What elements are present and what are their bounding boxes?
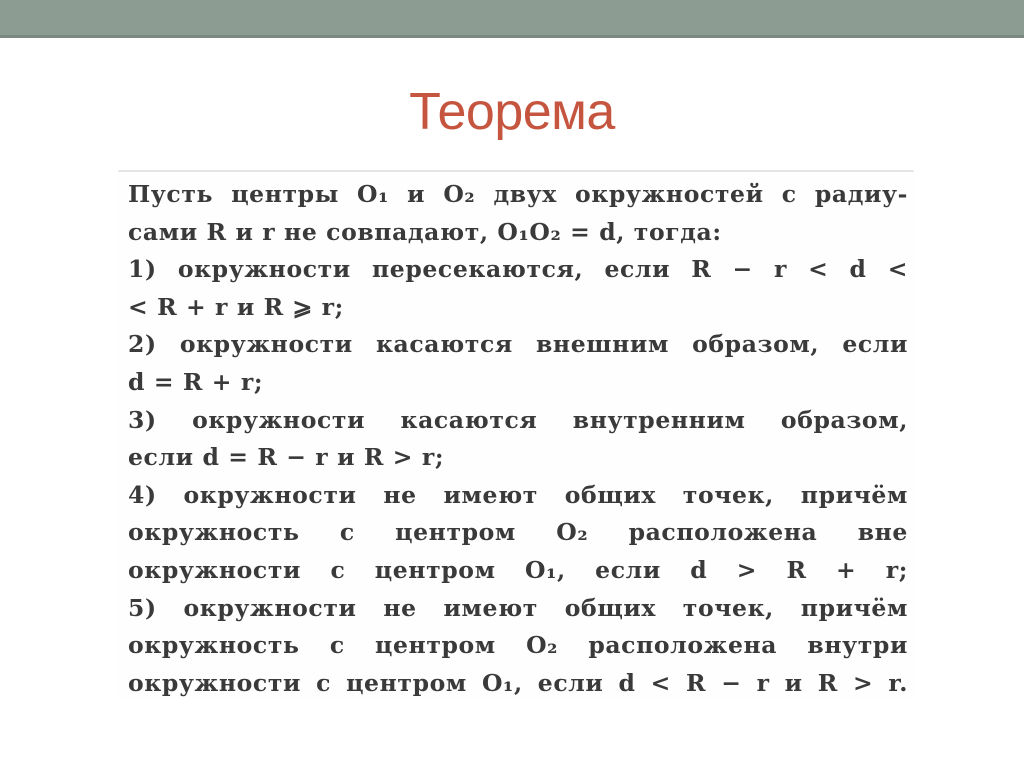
theorem-line: окружность с центром O₂ расположена внутри — [128, 631, 908, 660]
theorem-line: сами R и r не совпадают, O₁O₂ = d, тогда: — [128, 217, 722, 246]
theorem-line: 3) окружности касаются внутренним образом, — [128, 405, 908, 434]
theorem-line: окружность с центром O₂ расположена вне — [128, 518, 908, 547]
top-bar — [0, 0, 1024, 38]
theorem-line: 4) окружности не имеют общих точек, причём — [128, 480, 908, 509]
theorem-image — [118, 170, 914, 698]
theorem-line: 2) окружности касаются внешним образом, если — [128, 330, 908, 359]
theorem-frame-line — [118, 170, 914, 172]
theorem-line: Пусть центры O₁ и O₂ двух окружностей с радиу- — [128, 180, 908, 208]
theorem-line: 1) окружности пересекаются, если R − r < d < — [128, 255, 908, 284]
theorem-line: < R + r и R ⩾ r; — [128, 292, 344, 321]
theorem-line: 5) окружности не имеют общих точек, причём — [128, 593, 908, 622]
theorem-text — [128, 176, 908, 702]
slide-title: Теорема — [409, 83, 615, 141]
theorem-line: d = R + r; — [128, 367, 264, 396]
theorem-line: окружности с центром O₁, если d < R − r и R > r. — [128, 668, 908, 697]
theorem-line: если d = R − r и R > r; — [128, 443, 445, 472]
theorem-line: окружности с центром O₁, если d > R + r; — [128, 555, 908, 584]
